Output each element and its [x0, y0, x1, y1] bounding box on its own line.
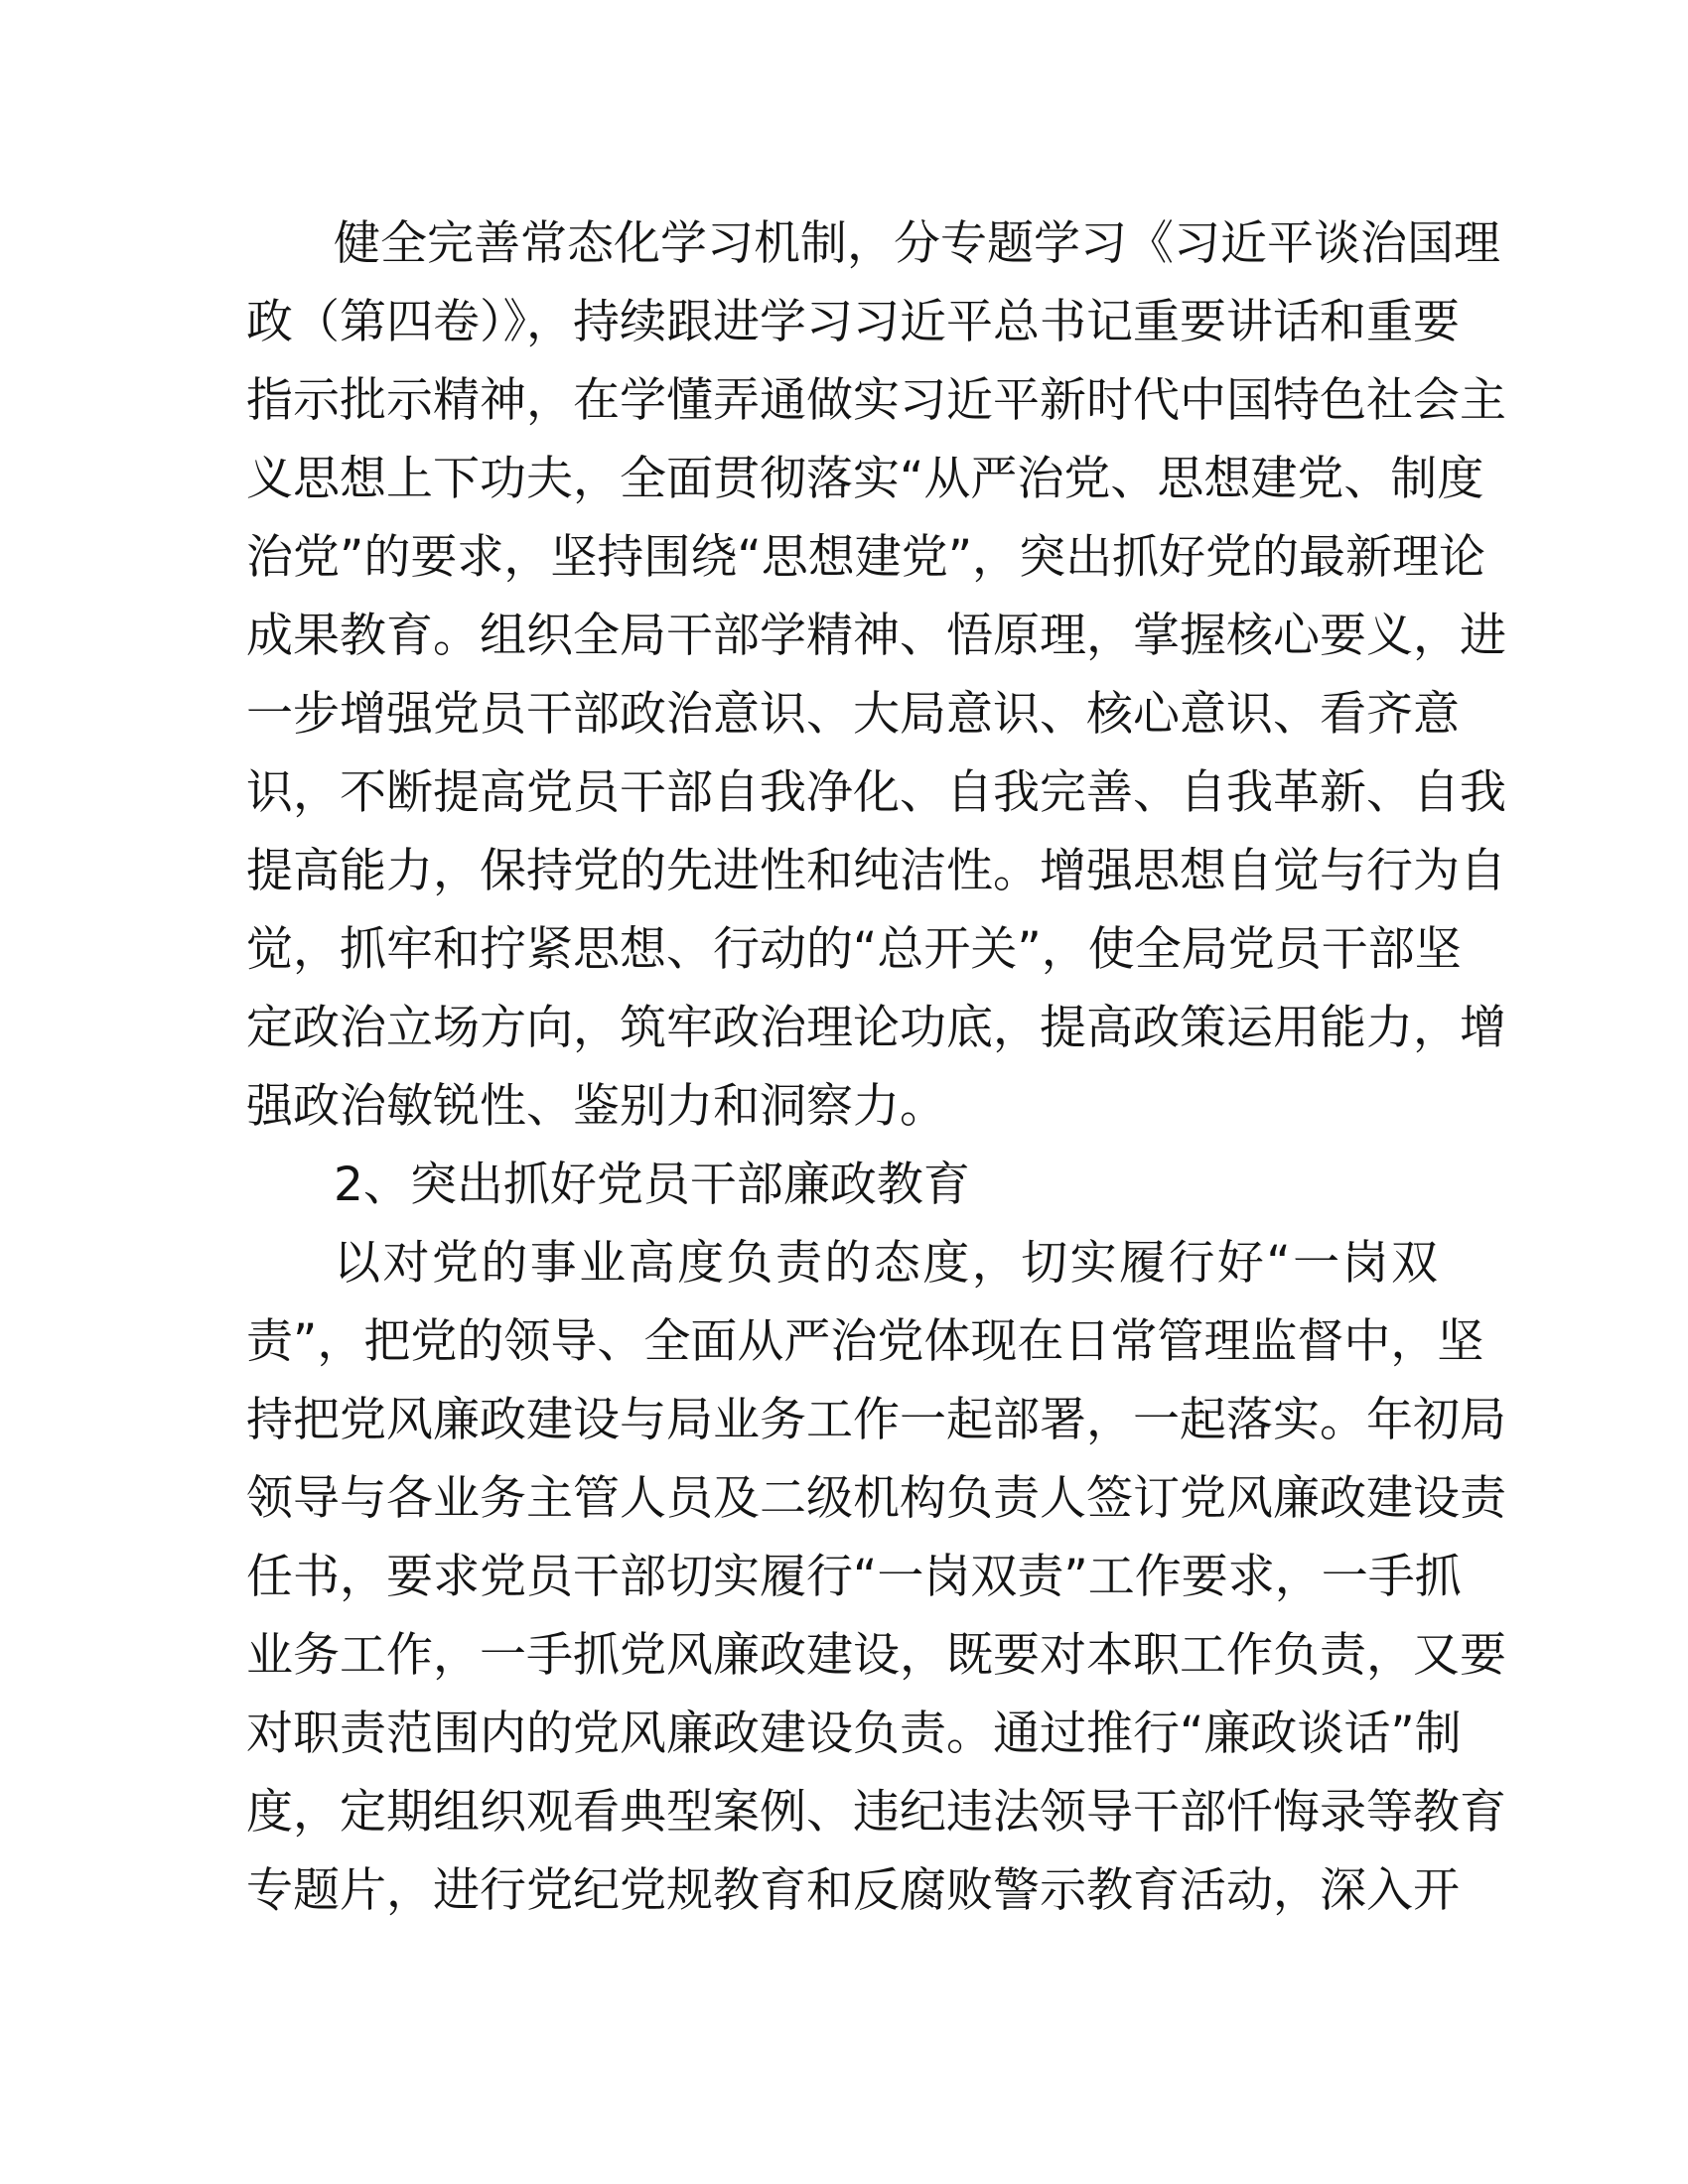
paragraph-line: 责”，把党的领导、全面从严治党体现在日常管理监督中，坚	[246, 1314, 1484, 1369]
paragraph-line: 提高能力，保持党的先进性和纯洁性。增强思想自觉与行为自	[246, 844, 1506, 898]
paragraph-line: 治党”的要求，坚持围绕“思想建党”，突出抓好党的最新理论	[246, 530, 1486, 585]
paragraph-line: 指示批示精神，在学懂弄通做实习近平新时代中国特色社会主	[246, 373, 1506, 428]
paragraph-line: 觉，抓牢和拧紧思想、行动的“总开关”，使全局党员干部坚	[246, 922, 1462, 977]
paragraph-line: 一步增强党员干部政治意识、大局意识、核心意识、看齐意	[246, 687, 1460, 742]
paragraph-line: 以对党的事业高度负责的态度，切实履行好“一岗双	[334, 1236, 1438, 1291]
paragraph-line: 任书，要求党员干部切实履行“一岗双责”工作要求，一手抓	[246, 1550, 1462, 1604]
section-heading: 2、突出抓好党员干部廉政教育	[334, 1158, 970, 1212]
paragraph-line: 业务工作，一手抓党风廉政建设，既要对本职工作负责，又要	[246, 1628, 1506, 1683]
paragraph-line: 识，不断提高党员干部自我净化、自我完善、自我革新、自我	[246, 765, 1506, 820]
paragraph-line: 对职责范围内的党风廉政建设负责。通过推行“廉政谈话”制	[246, 1706, 1462, 1761]
paragraph-line: 持把党风廉政建设与局业务工作一起部署，一起落实。年初局	[246, 1393, 1506, 1447]
paragraph-line: 成果教育。组织全局干部学精神、悟原理，掌握核心要义，进	[246, 609, 1506, 663]
paragraph-line: 度，定期组织观看典型案例、违纪违法领导干部忏悔录等教育	[246, 1785, 1506, 1840]
paragraph-line: 强政治敏锐性、鉴别力和洞察力。	[246, 1079, 946, 1134]
paragraph-line: 专题片，进行党纪党规教育和反腐败警示教育活动，深入开	[246, 1863, 1460, 1918]
paragraph-line: 义思想上下功夫，全面贯彻落实“从严治党、思想建党、制度	[246, 452, 1484, 506]
paragraph-line: 政（第四卷）》，持续跟进学习习近平总书记重要讲话和重要	[246, 295, 1460, 349]
paragraph-line: 领导与各业务主管人员及二级机构负责人签订党风廉政建设责	[246, 1471, 1506, 1526]
paragraph-line: 健全完善常态化学习机制，分专题学习《习近平谈治国理	[334, 216, 1500, 271]
paragraph-line: 定政治立场方向，筑牢政治理论功底，提高政策运用能力，增	[246, 1001, 1506, 1055]
